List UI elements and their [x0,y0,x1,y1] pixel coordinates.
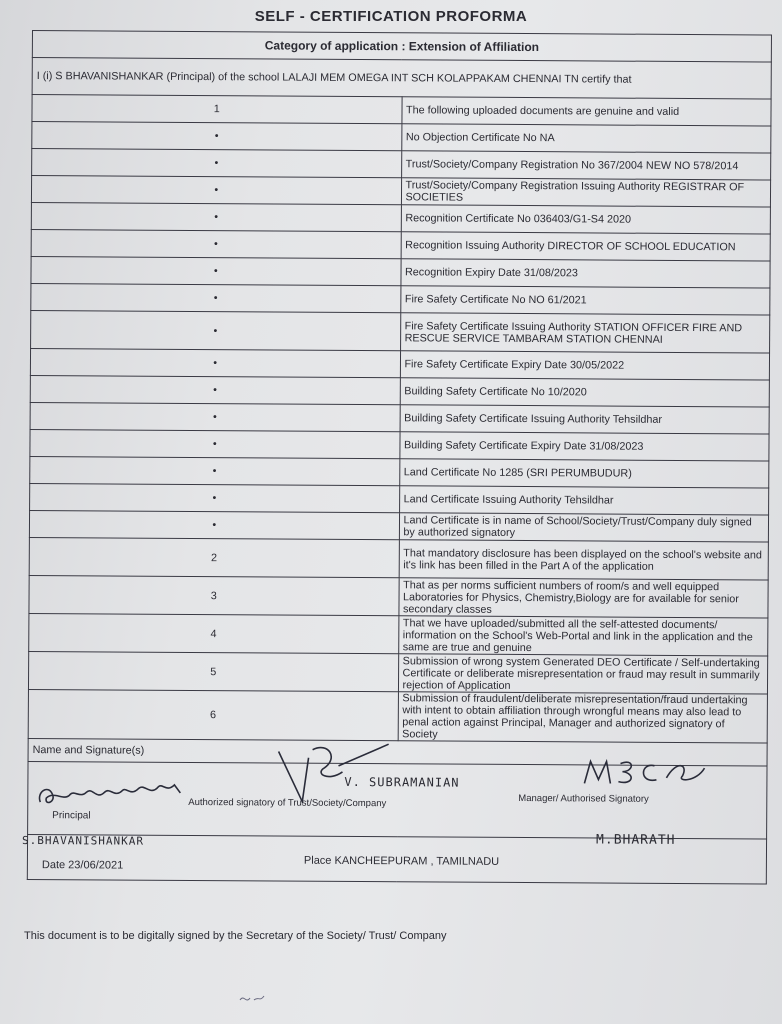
row-text: No Objection Certificate No NA [401,124,771,153]
table-row [29,613,768,656]
row-text: Fire Safety Certificate Issuing Authority STATION OFFICER FIRE AND RESCUE SERVICE TAMBARAM STATION CHENNAI [400,313,770,353]
place-field: Place KANCHEEPURAM , TAMILNADU [303,854,500,868]
row-number: • [30,402,400,431]
table-row [29,537,768,580]
row-number: • [32,149,402,178]
row-number: 3 [29,575,399,615]
row-text: Building Safety Certificate No 10/2020 [400,378,770,407]
row-text: Land Certificate is in name of School/Society/Trust/Company duly signed by authorized signatory [399,513,769,542]
date-field: Date 23/06/2021 [41,859,124,872]
date-place-row [27,834,766,884]
principal-handwritten-name: S.BHAVANISHANKAR [22,833,145,848]
signature-row [28,761,767,839]
authorized-handwritten-name: V. SUBRAMANIAN [344,774,460,790]
row-text: Land Certificate No 1285 (SRI PERUMBUDUR) [399,459,769,488]
intro-row [32,58,771,100]
row-text: Building Safety Certificate Issuing Authority Tehsildhar [400,405,770,434]
row-number: 6 [28,689,398,740]
row-number: • [31,256,401,285]
row-number: • [31,229,401,258]
pen-mark [236,988,276,1008]
row-number: • [30,456,400,485]
table-row [29,575,768,618]
row-text: Building Safety Certificate Expiry Date 31/08/2023 [399,432,769,461]
row-text: That we have uploaded/submitted all the self-attested documents/ information on the School's Web-Portal and link in the application and the same are true and genuine [398,616,768,656]
row-text: Trust/Society/Company Registration No 367/2004 NEW NO 578/2014 [401,151,771,180]
row-text: Recognition Certificate No 036403/G1-S4 2020 [401,205,771,234]
authorized-signatory-label: Authorized signatory of Trust/Society/Company [188,796,387,810]
table-row [31,310,770,353]
row-text: Trust/Society/Company Registration Issuing Authority REGISTRAR OF SOCIETIES [401,178,771,207]
row-number: • [31,202,401,231]
row-text: Land Certificate Issuing Authority Tehsildhar [399,486,769,515]
row-number: • [29,510,399,539]
row-number: • [31,176,401,205]
row-text: That as per norms sufficient numbers of room/s and well equipped Laboratories for Physics, Chemistry,Biology are for available for senior secondary classes [398,578,768,618]
row-text: Submission of wrong system Generated DEO Certificate / Self-undertaking Certificate or deliberate misrepresentation or fraud may result in summarily rejection of Application [398,654,768,694]
row-number: • [31,283,401,312]
table-row [28,651,767,694]
row-number: 1 [32,95,402,124]
manager-signatory-label: Manager/ Authorised Signatory [518,792,649,805]
name-signature-label: Name and Signature(s) [28,738,767,766]
certification-table [22,30,772,885]
certify-statement: I (i) S BHAVANISHANKAR (Principal) of the school LALAJI MEM OMEGA INT SCH KOLAPPAKAM CHENNAI TN certify that [32,58,771,100]
manager-handwritten-name: M.BHARATH [596,832,676,848]
principal-label: Principal [52,810,91,822]
row-number: • [30,375,400,404]
row-number: • [31,310,401,350]
document-title: SELF - CERTIFICATION PROFORMA [254,8,528,25]
footer-note: This document is to be digitally signed by the Secretary of the Society/ Trust/ Company [24,930,447,942]
signature-area [28,761,767,839]
row-number: 5 [28,651,398,691]
date-place-area [22,832,766,884]
row-number: 4 [29,613,399,653]
row-number: • [30,483,400,512]
row-number: • [30,429,400,458]
row-text: That mandatory disclosure has been displayed on the school's website and it's link has been filled in the Part A of the application [399,540,769,580]
manager-signature [576,753,726,794]
row-text: The following uploaded documents are genuine and valid [401,97,771,126]
category-of-application: Category of application : Extension of Affiliation [32,31,771,63]
row-text: Recognition Issuing Authority DIRECTOR OF SCHOOL EDUCATION [401,232,771,261]
row-number: 2 [29,537,399,577]
row-text: Fire Safety Certificate Expiry Date 30/05/2022 [400,351,770,380]
row-text: Submission of fraudulent/deliberate misrepresentation/fraud undertaking with intent to obtain affiliation through wrongful means may also lead to penal action against Principal, Manager and authorized signatory of Society [398,692,768,743]
table-row [28,689,767,743]
row-number: • [32,122,402,151]
row-text: Recognition Expiry Date 31/08/2023 [400,259,770,288]
row-text: Fire Safety Certificate No NO 61/2021 [400,286,770,315]
row-number: • [30,348,400,377]
principal-signature [34,772,194,813]
